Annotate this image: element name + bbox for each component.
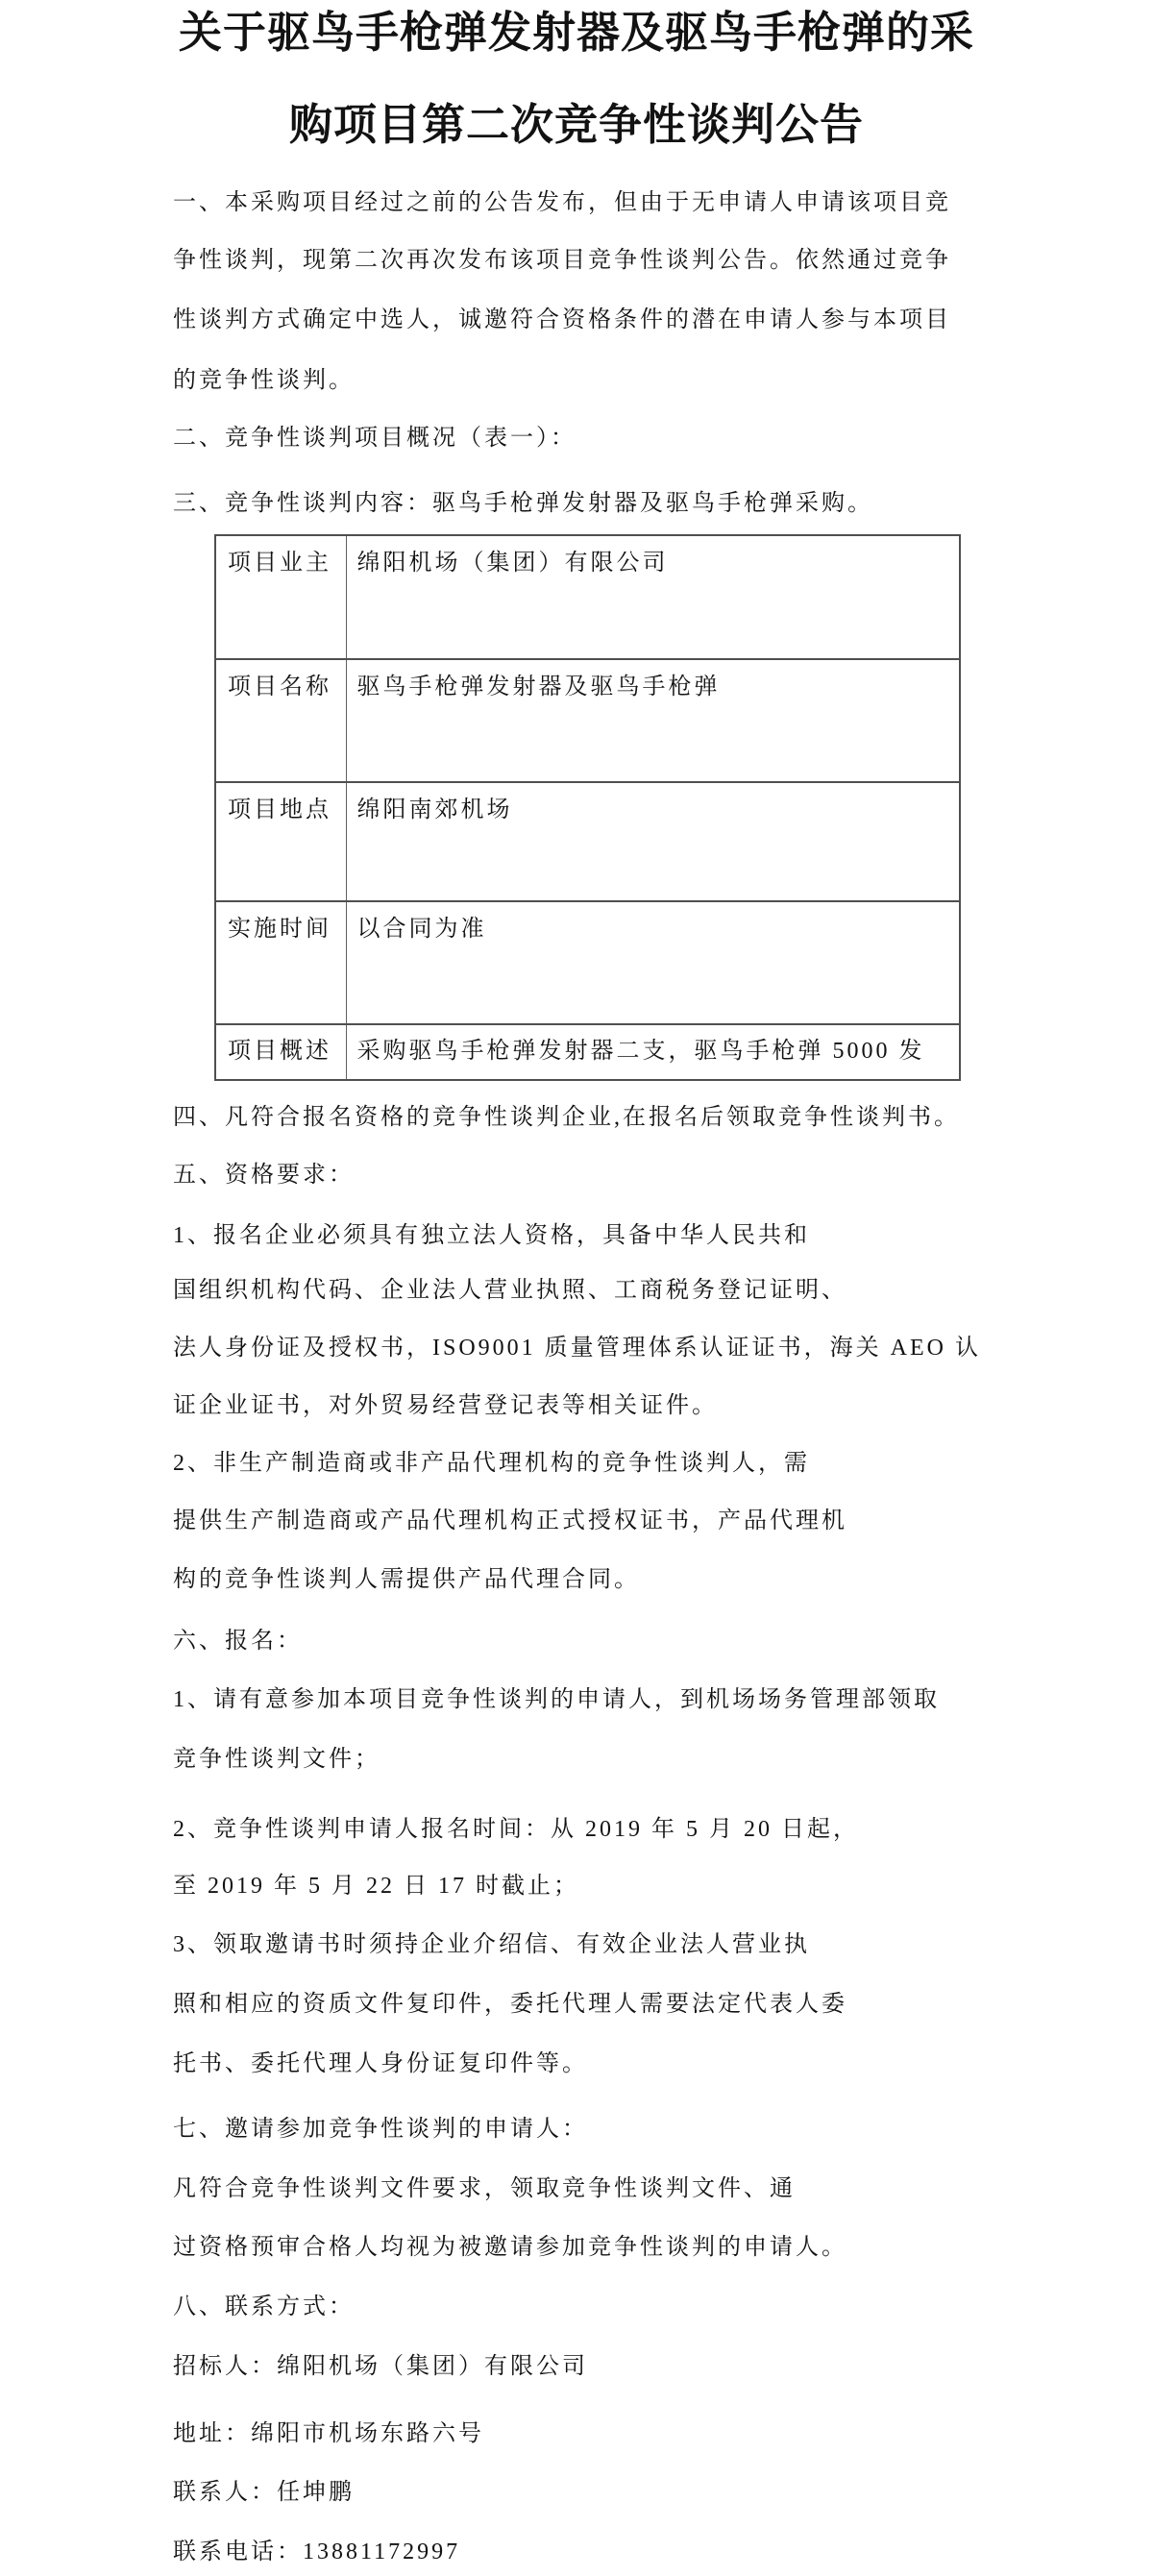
table-value: 绵阳机场（集团）有限公司	[346, 535, 960, 659]
contact-tenderer-line: 招标人：绵阳机场（集团）有限公司	[173, 2354, 588, 2379]
contact-address-line: 地址：绵阳市机场东路六号	[173, 2421, 484, 2446]
table-value: 采购驱鸟手枪弹发射器二支，驱鸟手枪弹 5000 发	[346, 1024, 960, 1080]
table-value: 以合同为准	[346, 901, 960, 1024]
paragraph-line: 提供生产制造商或产品代理机构正式授权证书，产品代理机	[173, 1509, 847, 1533]
paragraph-line: 1、请有意参加本项目竞争性谈判的申请人，到机场场务管理部领取	[173, 1687, 940, 1712]
paragraph-line: 一、本采购项目经过之前的公告发布，但由于无申请人申请该项目竞	[173, 190, 951, 215]
paragraph-line: 照和相应的资质文件复印件，委托代理人需要法定代表人委	[173, 1992, 847, 2017]
paragraph-line: 的竞争性谈判。	[173, 368, 355, 393]
paragraph-line: 2、非生产制造商或非产品代理机构的竞争性谈判人，需	[173, 1451, 810, 1476]
table-label: 项目名称	[215, 659, 346, 782]
paragraph-line: 1、报名企业必须具有独立法人资格，具备中华人民共和	[173, 1223, 810, 1248]
section-heading-invited-applicants: 七、邀请参加竞争性谈判的申请人：	[173, 2117, 588, 2142]
section-heading-registration: 六、报名：	[173, 1629, 303, 1654]
contact-person-line: 联系人：任坤鹏	[173, 2480, 355, 2505]
document-title-line-1: 关于驱鸟手枪弹发射器及驱鸟手枪弹的采	[178, 9, 974, 57]
paragraph-line: 至 2019 年 5 月 22 日 17 时截止；	[173, 1874, 579, 1899]
table-value: 绵阳南郊机场	[346, 782, 960, 901]
paragraph-line: 法人身份证及授权书，ISO9001 质量管理体系认证证书，海关 AEO 认	[173, 1336, 981, 1361]
paragraph-line: 国组织机构代码、企业法人营业执照、工商税务登记证明、	[173, 1278, 847, 1303]
table-label: 项目概述	[215, 1024, 346, 1080]
table-row-project-summary	[215, 1024, 960, 1080]
section-heading-qualifications: 五、资格要求：	[173, 1163, 355, 1188]
table-label: 项目业主	[215, 535, 346, 659]
table-label: 项目地点	[215, 782, 346, 901]
paragraph-line: 证企业证书，对外贸易经营登记表等相关证件。	[173, 1393, 718, 1418]
table-row-project-owner	[215, 535, 960, 659]
paragraph-line: 3、领取邀请书时须持企业介绍信、有效企业法人营业执	[173, 1932, 810, 1957]
paragraph-line: 构的竞争性谈判人需提供产品代理合同。	[173, 1567, 640, 1592]
table-value: 驱鸟手枪弹发射器及驱鸟手枪弹	[346, 659, 960, 782]
section-heading-contact: 八、联系方式：	[173, 2294, 355, 2319]
paragraph-line: 竞争性谈判文件；	[173, 1747, 380, 1772]
contact-phone-line: 联系电话：13881172997	[173, 2539, 461, 2564]
paragraph-line: 四、凡符合报名资格的竞争性谈判企业,在报名后领取竞争性谈判书。	[173, 1105, 960, 1130]
project-overview-table	[214, 534, 961, 1081]
paragraph-line: 托书、委托代理人身份证复印件等。	[173, 2051, 588, 2076]
section-heading-content: 三、竞争性谈判内容：驱鸟手枪弹发射器及驱鸟手枪弹采购。	[173, 491, 873, 516]
table-row-project-name	[215, 659, 960, 782]
paragraph-line: 过资格预审合格人均视为被邀请参加竞争性谈判的申请人。	[173, 2235, 847, 2260]
paragraph-line: 争性谈判，现第二次再次发布该项目竞争性谈判公告。依然通过竞争	[173, 248, 951, 273]
document-title-line-2: 购项目第二次竞争性谈判公告	[288, 101, 864, 149]
table-row-implementation-time	[215, 901, 960, 1024]
table-label: 实施时间	[215, 901, 346, 1024]
section-heading-overview: 二、竞争性谈判项目概况（表一）：	[173, 426, 576, 451]
paragraph-line: 性谈判方式确定中选人，诚邀符合资格条件的潜在申请人参与本项目	[173, 307, 951, 332]
table-row-project-location	[215, 782, 960, 901]
paragraph-line: 2、竞争性谈判申请人报名时间：从 2019 年 5 月 20 日起，	[173, 1817, 859, 1842]
paragraph-line: 凡符合竞争性谈判文件要求，领取竞争性谈判文件、通	[173, 2176, 796, 2201]
